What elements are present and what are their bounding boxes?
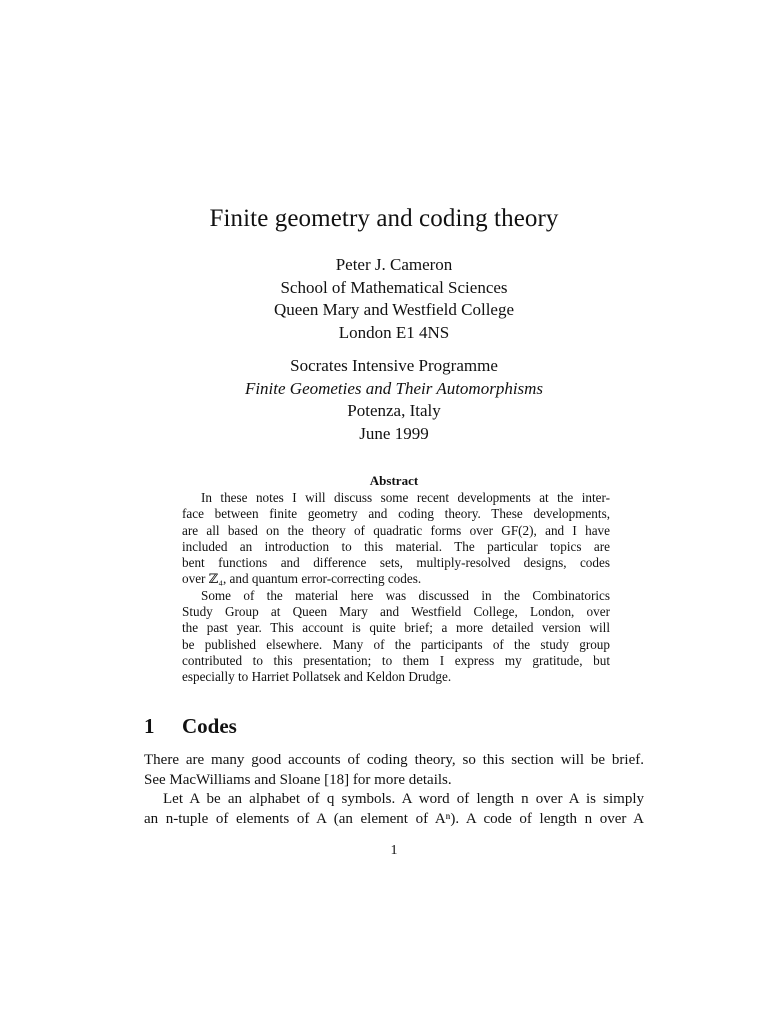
author-department: School of Mathematical Sciences: [280, 277, 508, 297]
abstract-line: especially to Harriet Pollatsek and Keldon Drudge.: [182, 669, 452, 685]
event-location: Potenza, Italy: [347, 401, 441, 420]
author-address: London E1 4NS: [338, 322, 450, 342]
abstract-line: are all based on the theory of quadratic forms over GF(2), and I have: [182, 522, 610, 538]
abstract-line: bent functions and difference sets, multiply-resolved designs, codes: [182, 555, 610, 571]
abstract-line: Study Group at Queen Mary and Westfield College, London, over: [182, 604, 610, 620]
abstract-line: the past year. This account is quite brief; a more detailed version will: [182, 620, 610, 636]
abstract-line: face between finite geometry and coding theory. These developments,: [182, 506, 610, 522]
body-line: There are many good accounts of coding theory, so this section will be brief.: [144, 752, 644, 768]
author-block: [0, 254, 768, 344]
event-programme: Socrates Intensive Programme: [290, 356, 498, 375]
event-block: [0, 355, 768, 445]
event-name: Finite Geometies and Their Automorphisms: [244, 378, 544, 398]
event-date: June 1999: [359, 423, 429, 443]
abstract-line: Some of the material here was discussed in the Combinatorics: [201, 587, 610, 603]
body-line: an n-tuple of elements of A (an element of Aⁿ). A code of length n over A: [144, 811, 644, 828]
abstract-line: In these notes I will discuss some recent developments at the inter-: [201, 490, 610, 505]
body-line: Let A be an alphabet of q symbols. A word of length n over A is simply: [163, 791, 644, 808]
page-number: 1: [390, 843, 398, 858]
abstract-paragraph: [182, 490, 610, 588]
section-number: 1: [144, 714, 155, 738]
author-institution: Queen Mary and Westfield College: [273, 300, 515, 319]
abstract-body: [182, 490, 610, 686]
abstract-line: included an introduction to this material. The particular topics are: [182, 538, 610, 554]
abstract-line: be published elsewhere. Many of the participants of the study group: [182, 636, 610, 652]
abstract-heading: Abstract: [369, 473, 419, 488]
section-body: [144, 751, 644, 830]
section-title: Codes: [182, 714, 237, 738]
abstract-line: contributed to this presentation; to them I express my gratitude, but: [182, 652, 610, 668]
abstract-line: over ℤ₄, and quantum error-correcting codes.: [182, 571, 422, 587]
author-name: Peter J. Cameron: [335, 255, 453, 274]
section-heading: [144, 712, 237, 740]
abstract-paragraph: [182, 588, 610, 686]
paper-title: Finite geometry and coding theory: [209, 205, 559, 232]
body-line: See MacWilliams and Sloane [18] for more details.: [144, 771, 452, 788]
